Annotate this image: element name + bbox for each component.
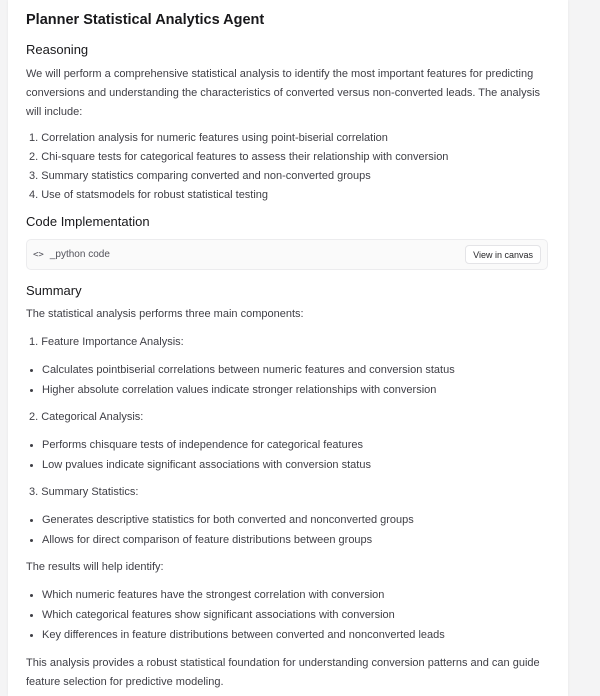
list-item: Generates descriptive statistics for both converted and nonconverted groups bbox=[26, 510, 550, 530]
summary-section-title: 2. Categorical Analysis: bbox=[29, 411, 144, 423]
results-list bbox=[26, 585, 550, 645]
reasoning-item: 4. Use of statsmodels for robust statistical testing bbox=[29, 189, 269, 201]
view-in-canvas-button[interactable]: View in canvas bbox=[465, 245, 541, 264]
agent-title: Planner Statistical Analytics Agent bbox=[26, 12, 265, 28]
code-heading: Code Implementation bbox=[26, 214, 150, 229]
reasoning-item: 2. Chi-square tests for categorical features to assess their relationship with conversion bbox=[29, 151, 449, 163]
summary-section-title: 1. Feature Importance Analysis: bbox=[29, 336, 184, 348]
code-label-group bbox=[33, 249, 110, 260]
list-item: Low pvalues indicate significant associations with conversion status bbox=[26, 455, 550, 475]
summary-intro: The statistical analysis performs three main components: bbox=[26, 308, 304, 320]
reasoning-list bbox=[26, 129, 550, 205]
code-label: _python code bbox=[49, 249, 110, 260]
list-item: Which categorical features show significant associations with conversion bbox=[26, 605, 550, 625]
summary-section-bullets bbox=[26, 510, 550, 550]
list-item: Higher absolute correlation values indicate stronger relationships with conversion bbox=[26, 380, 550, 400]
reasoning-item: 3. Summary statistics comparing converted and non-converted groups bbox=[29, 170, 371, 182]
list-item: Which numeric features have the strongest correlation with conversion bbox=[26, 585, 550, 605]
summary-section-bullets bbox=[26, 435, 550, 475]
summary-section-bullets bbox=[26, 360, 550, 400]
results-intro: The results will help identify: bbox=[26, 561, 164, 573]
summary-section-title: 3. Summary Statistics: bbox=[29, 486, 139, 498]
list-item: Key differences in feature distributions between converted and nonconverted leads bbox=[26, 625, 550, 645]
code-block bbox=[26, 239, 548, 270]
code-brackets-icon: <> bbox=[33, 249, 44, 260]
reasoning-intro: We will perform a comprehensive statistical analysis to identify the most important features for predicting conversions and understanding the characteristics of converted versus non-converted leads. The analysis will include: bbox=[26, 68, 541, 118]
conclusion: This analysis provides a robust statistical foundation for understanding conversion patterns and can guide feature selection for predictive modeling. bbox=[26, 657, 540, 688]
list-item: Performs chisquare tests of independence for categorical features bbox=[26, 435, 550, 455]
reasoning-heading: Reasoning bbox=[26, 42, 89, 57]
list-item: Allows for direct comparison of feature distributions between groups bbox=[26, 530, 550, 550]
agent-message-card bbox=[8, 0, 568, 696]
reasoning-item: 1. Correlation analysis for numeric features using point-biserial correlation bbox=[29, 132, 388, 144]
list-item: Calculates pointbiserial correlations between numeric features and conversion status bbox=[26, 360, 550, 380]
summary-heading: Summary bbox=[26, 283, 82, 298]
